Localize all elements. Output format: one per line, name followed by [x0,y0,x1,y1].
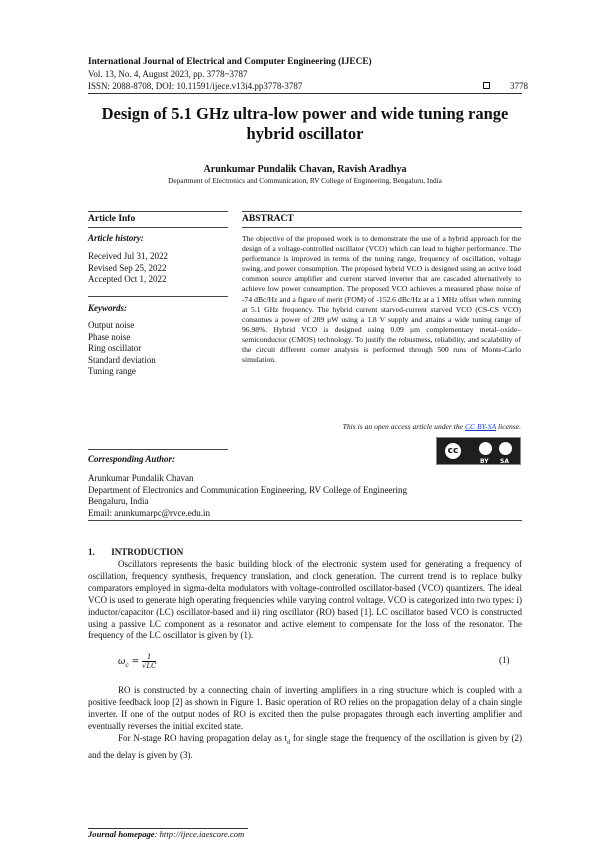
oa-suffix: license. [496,422,521,431]
equation-1 [118,653,156,670]
sa-label: SA [500,458,509,465]
eq-omega: ω [118,657,126,667]
keyword-item: Ring oscillator [88,343,142,354]
eq-denominator: √LC [141,662,157,670]
corresponding-bottom-rule [88,520,522,521]
keywords-rule [88,296,228,297]
corresponding-city: Bengaluru, India [88,496,149,507]
authors: Arunkumar Pundalik Chavan, Ravish Aradhya [203,164,407,175]
corresponding-name: Arunkumar Pundalik Chavan [88,473,194,483]
title-line-2: hybrid oscillator [246,124,364,143]
by-label: BY [480,458,489,465]
intro-paragraph-1: Oscillators represents the basic building block of the electronic system used for generating a frequency of oscillation, frequency synthesis, frequency translation, and clock generation. The current trend is to replace bulky comparators employed in sigma-delta modulators with voltage-controlled oscillator-based (VCO) quantizers. The ideal VCO is used to generate high operating frequencies while varying control voltage. VCO is categorized into two types: i) inductor/capacitor (LC) oscillator-based and ii) ring oscillator (RO) based [1]. LC oscillator based VCO is constructed using a passive LC component as a resonator and active element to compensate for the loss of the resonator. The frequency of the LC oscillator is given by (1). [88,559,522,641]
history-list [88,251,168,286]
abstract-text: The objective of the proposed work is to demonstrate the use of a hybrid approach for the design of a voltage-controlled oscillator (VCO) which can lead to higher performance. The performance is improved in terms of the tuning range, frequency of oscillation, voltage swing, and power consumption. The proposed hybrid VCO is designed using an active load common source amplifier and current starved inverter that are cascaded alternatively to achieve low power consumption. The proposed VCO achieves a measured phase noise of -74 dBc/Hz and a figure of merit (FOM) of -152.6 dBc/Hz at a 1 MHz offset when running at 5.1 GHz frequency. The hybrid current starved-current starved VCO (CS-CS VCO) consumes a power of 289 μW using a 1.8 V supply and attains a wide tuning range of 96.98%. Hybrid VCO is designed using 0.09 μm complementary metal–oxide–semiconductor (CMOS) technology. To justify the robustness, reliability, and scalability of the circuit different corner analysis is performed through 500 runs of Monte-Carlo simulation. [242,234,521,365]
issn-doi: ISSN: 2088-8708, DOI: 10.11591/ijece.v13i4.pp3778-3787 [88,81,303,91]
p3-text-a: For N-stage RO having propagation delay as t [118,733,288,743]
eq-numerator: 1 [142,653,156,662]
corresponding-email: Email: arunkumarpc@rvce.edu.in [88,507,210,518]
p3-subscript: d [287,739,291,746]
keyword-item: Tuning range [88,366,136,377]
abstract-heading-rule [242,227,522,228]
corresponding-heading: Corresponding Author: [88,454,175,464]
equation-label: (1) [499,655,510,665]
cc-logo-icon: cc [443,441,463,461]
section-heading [88,547,183,557]
abstract-heading: ABSTRACT [242,214,294,224]
section-title: INTRODUCTION [111,547,184,557]
eq-equals: = [128,657,142,667]
article-info-heading-rule [88,227,228,228]
header-divider [88,93,522,94]
share-alike-icon [499,442,512,455]
journal-homepage [88,829,244,839]
history-revised: Revised Sep 25, 2022 [88,262,167,273]
corresponding-details [88,473,407,519]
history-accepted: Accepted Oct 1, 2022 [88,274,167,285]
homepage-url[interactable]: : http://ijece.iaescore.com [154,829,245,839]
intro-paragraph-3 [88,733,522,762]
oa-prefix: This is an open access article under the [342,422,465,431]
abstract-top-rule [242,211,522,212]
affiliation: Department of Electronics and Communication, RV College of Engineering, Bengaluru, India [168,176,442,185]
article-info-heading: Article Info [88,214,136,224]
keywords-list [88,320,156,378]
square-icon [483,82,490,89]
history-received: Received Jul 31, 2022 [88,251,168,261]
open-access-note [242,422,521,431]
volume-info: Vol. 13, No. 4, August 2023, pp. 3778~3787 [88,69,248,79]
paper-title [88,104,522,144]
history-label: Article history: [88,233,144,243]
keyword-item: Standard deviation [88,354,156,365]
corresponding-top-rule [88,449,228,450]
p3-text-b: for single stage the frequency of the oscillation is given by (2) and the delay is given by (3). [88,733,522,760]
keyword-item: Phase noise [88,331,131,342]
keywords-label: Keywords: [88,303,127,313]
eq-fraction [142,653,156,670]
intro-paragraph-2: RO is constructed by a connecting chain of inverting amplifiers in a ring structure which is coupled with a positive feedback loop [2] as shown in Figure 1. Basic operation of RO relies on the propagation delay of a chain single inverter. If one of the output nodes of RO is excited then the pulse propagates through each inverting amplifier and eventually reverses the initial excited state. [88,685,522,731]
cc-by-sa-link[interactable]: CC BY-SA [464,422,497,431]
cc-license-badge[interactable] [436,437,521,465]
eq-subscript: c [125,661,129,669]
title-line-1: Design of 5.1 GHz ultra-low power and wide tuning range [101,104,509,123]
keyword-item: Output noise [88,320,135,330]
person-icon [479,442,492,455]
homepage-label: Journal homepage [88,829,155,839]
page-number: 3778 [510,81,528,91]
section-number: 1. [88,547,95,557]
journal-name: International Journal of Electrical and Computer Engineering (IJECE) [88,57,372,67]
article-info-top-rule [88,211,228,212]
corresponding-dept: Department of Electronics and Communication Engineering, RV College of Engineering [88,484,408,495]
